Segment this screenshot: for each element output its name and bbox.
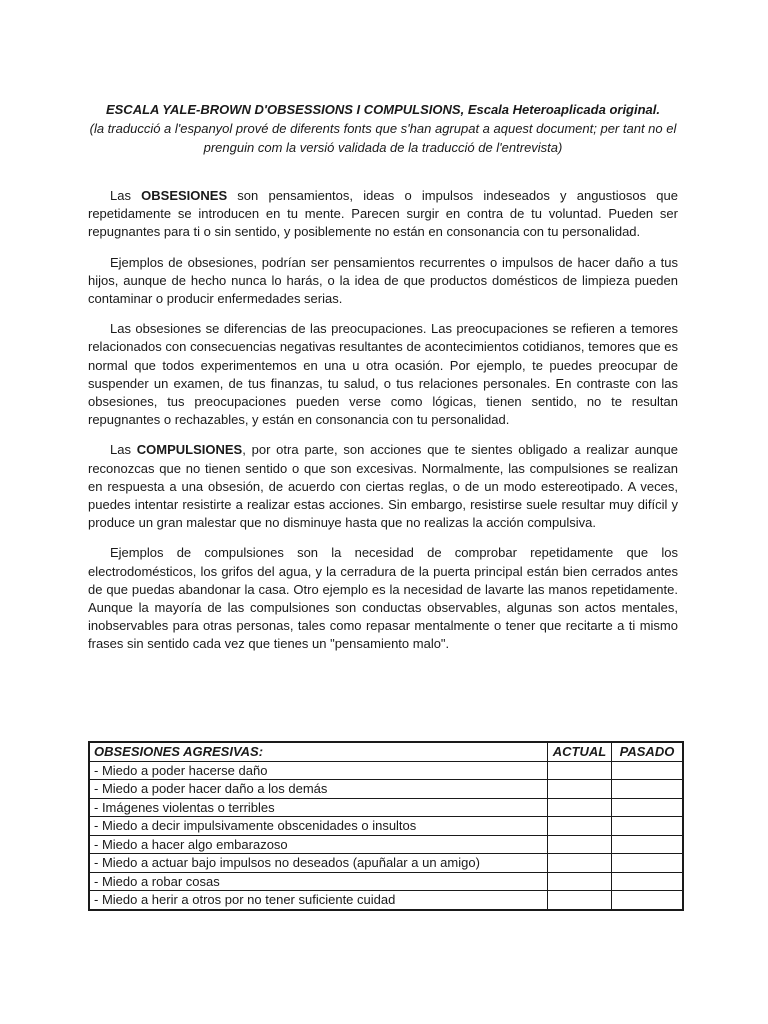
row-item: - Miedo a poder hacerse daño bbox=[89, 761, 548, 780]
document-title bbox=[88, 100, 678, 119]
obsesiones-agresivas-table bbox=[88, 741, 684, 911]
row-actual-cell[interactable] bbox=[548, 835, 612, 854]
table-row bbox=[89, 780, 683, 799]
row-pasado-cell[interactable] bbox=[612, 798, 684, 817]
p4-pre: Las bbox=[110, 442, 137, 458]
row-actual-cell[interactable] bbox=[548, 854, 612, 873]
paragraph-compulsiones bbox=[88, 441, 678, 532]
row-item: - Miedo a hacer algo embarazoso bbox=[89, 835, 548, 854]
paragraph-ejemplos-compulsiones: Ejemplos de compulsiones son la necesidad de comprobar repetidamente que los electrodomésticos, los grifos del agua, y la cerradura de la puerta principal están bien cerrados antes de que puedas abandonar la casa. Otro ejemplo es la necesidad de lavarte las manos repetidamente. Aunque la mayoría de las compulsiones son conductas observables, algunas son actos mentales, inobservables para otras personas, tales como repasar mentalmente o tener que recitarte a ti mismo frases sin sentido cada vez que tienes un "pensamiento malo". bbox=[88, 545, 678, 652]
row-pasado-cell[interactable] bbox=[612, 817, 684, 836]
row-actual-cell[interactable] bbox=[548, 872, 612, 891]
paragraph-preocupaciones: Las obsesiones se diferencias de las preocupaciones. Las preocupaciones se refieren a temores relacionados con consecuencias negativas resultantes de acontecimientos cotidianos, temores que es normal que todos experimentemos en una u otra ocasión. Por ejemplo, te puedes preocupar de suspender un examen, de tus finanzas, tu salud, o tus relaciones personales. En contraste con las obsesiones, tus preocupaciones pueden verse como lógicas, tienen sentido, no te resultan repugnantes o rechazables, y están en consonancia con tu personalidad. bbox=[88, 321, 678, 428]
table-row bbox=[89, 761, 683, 780]
header-category: OBSESIONES AGRESIVAS: bbox=[89, 742, 548, 761]
row-actual-cell[interactable] bbox=[548, 780, 612, 799]
document-body bbox=[88, 100, 678, 666]
row-actual-cell[interactable] bbox=[548, 798, 612, 817]
table-row bbox=[89, 798, 683, 817]
term-obsesiones: OBSESIONES bbox=[141, 188, 228, 203]
row-pasado-cell[interactable] bbox=[612, 761, 684, 780]
p1-post: son pensamientos, ideas o impulsos indeseados y angustiosos que repetidamente se introducen en tu mente. Parecen surgir en contra de tu voluntad. Pueden ser repugnantes para ti o sin sentido, y posiblemente no están en consonancia con tu personalidad. bbox=[88, 188, 678, 240]
header-actual: ACTUAL bbox=[548, 742, 612, 761]
row-item: - Miedo a poder hacer daño a los demás bbox=[89, 780, 548, 799]
paragraph-ejemplos-obsesiones: Ejemplos de obsesiones, podrían ser pensamientos recurrentes o impulsos de hacer daño a tus hijos, aunque de hecho nunca lo harás, o la idea de que productos domésticos de limpieza pueden contaminar o producir enfermedades serias. bbox=[88, 254, 678, 307]
table-row bbox=[89, 872, 683, 891]
table-row bbox=[89, 854, 683, 873]
table-row bbox=[89, 817, 683, 836]
row-actual-cell[interactable] bbox=[548, 761, 612, 780]
p1-pre: Las bbox=[110, 188, 142, 203]
row-pasado-cell[interactable] bbox=[612, 854, 684, 873]
row-item: - Miedo a herir a otros por no tener suficiente cuidad bbox=[89, 891, 548, 910]
row-pasado-cell[interactable] bbox=[612, 872, 684, 891]
p4-post: , por otra parte, son acciones que te sientes obligado a realizar aunque reconozcas que no tienen sentido o que son excesivas. Normalmente, las compulsiones se realizan en respuesta a una obsesión, de acuerdo con ciertas reglas, o de un modo estereotipado. A veces, puedes intentar resistirte a realizar estas acciones. Sin embargo, resistirse suele resultar muy difícil y produce un gran malestar que no disminuye hasta que no realizas la acción compulsiva. bbox=[88, 442, 678, 531]
row-pasado-cell[interactable] bbox=[612, 891, 684, 910]
row-pasado-cell[interactable] bbox=[612, 780, 684, 799]
header-pasado: PASADO bbox=[612, 742, 684, 761]
table-header-row bbox=[89, 742, 683, 761]
row-item: - Miedo a decir impulsivamente obscenidades o insultos bbox=[89, 817, 548, 836]
title-main: ESCALA YALE-BROWN D'OBSESSIONS I COMPULSIONS, bbox=[105, 102, 465, 117]
document-subtitle: (la traducció a l'espanyol prové de diferents fonts que s'han agrupat a aquest document; per tant no el prenguin com la versió validada de la traducció de l'entrevista) bbox=[89, 121, 677, 155]
row-item: - Imágenes violentas o terribles bbox=[89, 798, 548, 817]
title-rest: Escala Heteroaplicada original. bbox=[467, 102, 661, 117]
row-actual-cell[interactable] bbox=[548, 817, 612, 836]
row-actual-cell[interactable] bbox=[548, 891, 612, 910]
table-row bbox=[89, 835, 683, 854]
paragraph-obsesiones bbox=[88, 187, 678, 242]
row-item: - Miedo a actuar bajo impulsos no deseados (apuñalar a un amigo) bbox=[89, 854, 548, 873]
row-pasado-cell[interactable] bbox=[612, 835, 684, 854]
row-item: - Miedo a robar cosas bbox=[89, 872, 548, 891]
term-compulsiones: COMPULSIONES bbox=[136, 442, 243, 458]
table-row bbox=[89, 891, 683, 910]
